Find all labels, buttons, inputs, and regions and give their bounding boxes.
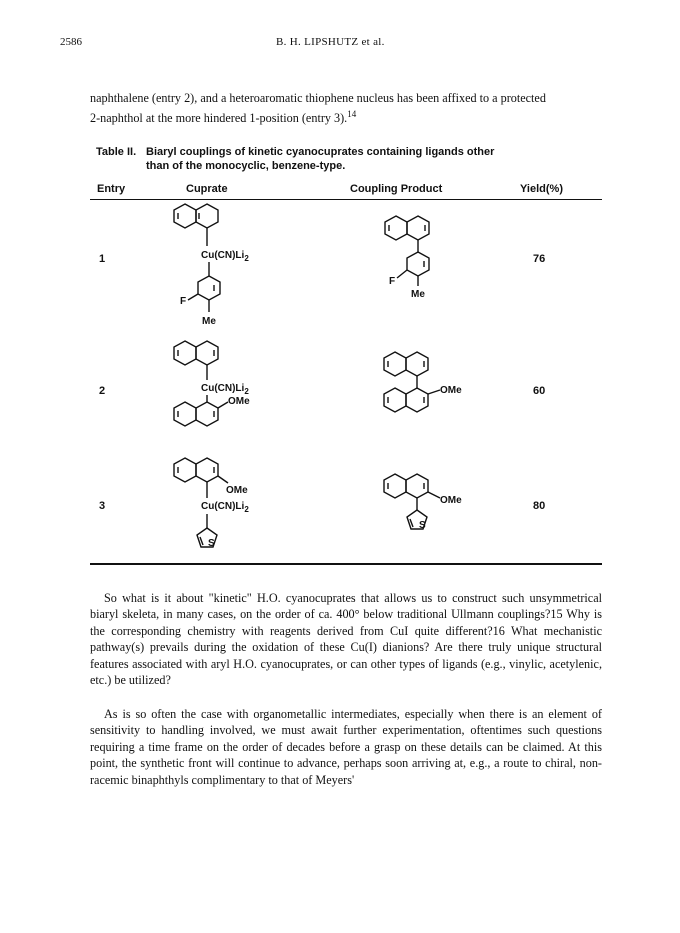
entry3-ome-label: OMe [226, 485, 248, 496]
entry3-product-ome-label: OMe [440, 495, 462, 506]
yield-2: 60 [533, 385, 546, 397]
entry-3: 3 [99, 500, 106, 512]
yield-3: 80 [533, 500, 546, 512]
col-header-entry: Entry [97, 183, 126, 195]
body-paragraph-2 [90, 706, 602, 788]
entry1-cucn-label: $Cu(CN)Li_2$ [201, 250, 249, 263]
col-header-product: Coupling Product [350, 183, 443, 195]
entry3-cuprate-structure [174, 458, 249, 549]
entry1-product-f-label: F [389, 276, 396, 287]
yield-1: 76 [533, 253, 546, 265]
entry2-ome-label: OMe [228, 396, 250, 407]
entry1-me-label: Me [202, 316, 216, 327]
table-label: Table II. [96, 146, 137, 158]
page-number: 2586 [60, 36, 82, 48]
col-header-yield: Yield(%) [520, 183, 563, 195]
intro-footnote-ref: 14 [347, 109, 357, 120]
entry2-cucn-label: $Cu(CN)Li_2$ [201, 383, 249, 396]
entry1-product-structure [385, 216, 429, 300]
table-bottom-rule [90, 563, 602, 565]
caption-line-2: than of the monocyclic, benzene-type. [146, 159, 346, 172]
entry-2: 2 [99, 385, 106, 397]
entry1-f-label: F [180, 296, 187, 307]
entry3-product-s-label: S [419, 520, 426, 531]
running-head: B. H. LIPSHUTZ et al. [276, 36, 385, 48]
entry3-product-structure [384, 474, 462, 531]
entry2-product-ome-label: OMe [440, 385, 462, 396]
entry-1: 1 [99, 253, 106, 265]
body-paragraph-1 [90, 590, 602, 688]
caption-line-1: Biaryl couplings of kinetic cyanocuprates containing ligands other [146, 146, 495, 158]
body-paragraph-2-text: As is so often the case with organometallic intermediates, especially when there is an element of sensitivity to handling involved, we must await further experimentation, oftentimes such questions requiring a time frame on the order of decades before a grasp on these details can be claimed. At this point, the synthetic front will continue to advance, perhaps soon arriving at, e.g., a route to chiral, non-racemic binaphthyls complimentary to that of Meyers' [90, 707, 602, 787]
entry1-product-me-label: Me [411, 289, 425, 300]
intro-line-2: 2-naphthol at the more hindered 1-position (entry 3). [90, 111, 348, 126]
entry2-cuprate-structure [174, 341, 250, 426]
entry1-cuprate-structure [174, 204, 249, 327]
entry2-product-structure [384, 352, 462, 412]
entry3-cucn-label: $Cu(CN)Li_2$ [201, 501, 249, 514]
body-paragraph-1-text: So what is it about "kinetic" H.O. cyanocuprates that allows us to construct such unsymmetrical biaryl skeleta, in many cases, on the order of ca. 400° below traditional Ullmann couplings?15 Why is the corresponding chemistry with reagents derived from CuI quite different?16 What mechanistic pathway(s) prevails during the oxidation of these Cu(I) dianions? Are there truly unique structural features associated with aryl H.O. cyanocuprates, or can other types of ligands (e.g., vinylic, acetylenic, etc.) be utilized? [90, 591, 602, 688]
intro-line-1: naphthalene (entry 2), and a heteroaromatic thiophene nucleus has been affixed to a protected [90, 91, 546, 105]
entry3-s-label: S [208, 538, 215, 549]
col-header-cuprate: Cuprate [186, 183, 228, 195]
